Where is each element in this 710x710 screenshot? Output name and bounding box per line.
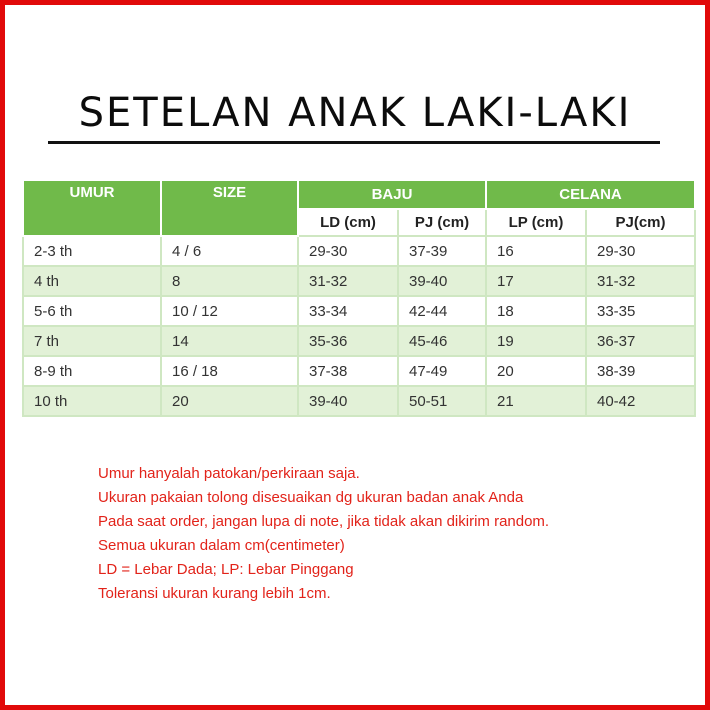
cell-pj-baju: 37-39 (398, 236, 486, 266)
header-lp: LP (cm) (486, 209, 586, 236)
cell-ld: 31-32 (298, 266, 398, 296)
table-row (23, 326, 695, 356)
cell-pj-celana: 38-39 (586, 356, 695, 386)
cell-size: 14 (161, 326, 298, 356)
header-size: SIZE (161, 180, 298, 236)
header-umur: UMUR (23, 180, 161, 236)
size-notes (98, 462, 549, 606)
cell-pj-baju: 50-51 (398, 386, 486, 416)
cell-umur: 8-9 th (23, 356, 161, 386)
header-row-main (23, 180, 695, 209)
cell-ld: 39-40 (298, 386, 398, 416)
note-line: Toleransi ukuran kurang lebih 1cm. (98, 585, 331, 602)
table-row (23, 386, 695, 416)
cell-umur: 2-3 th (23, 236, 161, 266)
cell-pj-celana: 33-35 (586, 296, 695, 326)
cell-size: 8 (161, 266, 298, 296)
cell-ld: 33-34 (298, 296, 398, 326)
table-row (23, 266, 695, 296)
cell-pj-baju: 39-40 (398, 266, 486, 296)
cell-umur: 7 th (23, 326, 161, 356)
cell-umur: 10 th (23, 386, 161, 416)
cell-ld: 29-30 (298, 236, 398, 266)
cell-pj-baju: 45-46 (398, 326, 486, 356)
cell-size: 16 / 18 (161, 356, 298, 386)
cell-pj-celana: 29-30 (586, 236, 695, 266)
table-row (23, 356, 695, 386)
header-ld: LD (cm) (298, 209, 398, 236)
cell-pj-celana: 36-37 (586, 326, 695, 356)
note-line: Ukuran pakaian tolong disesuaikan dg ukuran badan anak Anda (98, 489, 524, 506)
cell-ld: 35-36 (298, 326, 398, 356)
cell-lp: 17 (486, 266, 586, 296)
header-celana: CELANA (486, 180, 695, 209)
cell-pj-baju: 47-49 (398, 356, 486, 386)
cell-lp: 16 (486, 236, 586, 266)
cell-pj-baju: 42-44 (398, 296, 486, 326)
cell-umur: 4 th (23, 266, 161, 296)
cell-umur: 5-6 th (23, 296, 161, 326)
note-line: Umur hanyalah patokan/perkiraan saja. (98, 465, 360, 482)
title-underline (48, 141, 660, 144)
table-row (23, 236, 695, 266)
table-row (23, 296, 695, 326)
cell-size: 20 (161, 386, 298, 416)
header-pj-baju: PJ (cm) (398, 209, 486, 236)
note-line: Pada saat order, jangan lupa di note, jika tidak akan dikirim random. (98, 513, 550, 530)
page-title: SETELAN ANAK LAKI-LAKI (78, 90, 632, 136)
cell-size: 10 / 12 (161, 296, 298, 326)
cell-ld: 37-38 (298, 356, 398, 386)
note-line: Semua ukuran dalam cm(centimeter) (98, 537, 345, 554)
header-pj-celana: PJ(cm) (586, 209, 695, 236)
cell-lp: 18 (486, 296, 586, 326)
cell-pj-celana: 40-42 (586, 386, 695, 416)
cell-lp: 20 (486, 356, 586, 386)
cell-lp: 21 (486, 386, 586, 416)
note-line: LD = Lebar Dada; LP: Lebar Pinggang (98, 561, 354, 578)
cell-lp: 19 (486, 326, 586, 356)
size-chart-table (22, 179, 696, 417)
cell-pj-celana: 31-32 (586, 266, 695, 296)
header-baju: BAJU (298, 180, 486, 209)
cell-size: 4 / 6 (161, 236, 298, 266)
